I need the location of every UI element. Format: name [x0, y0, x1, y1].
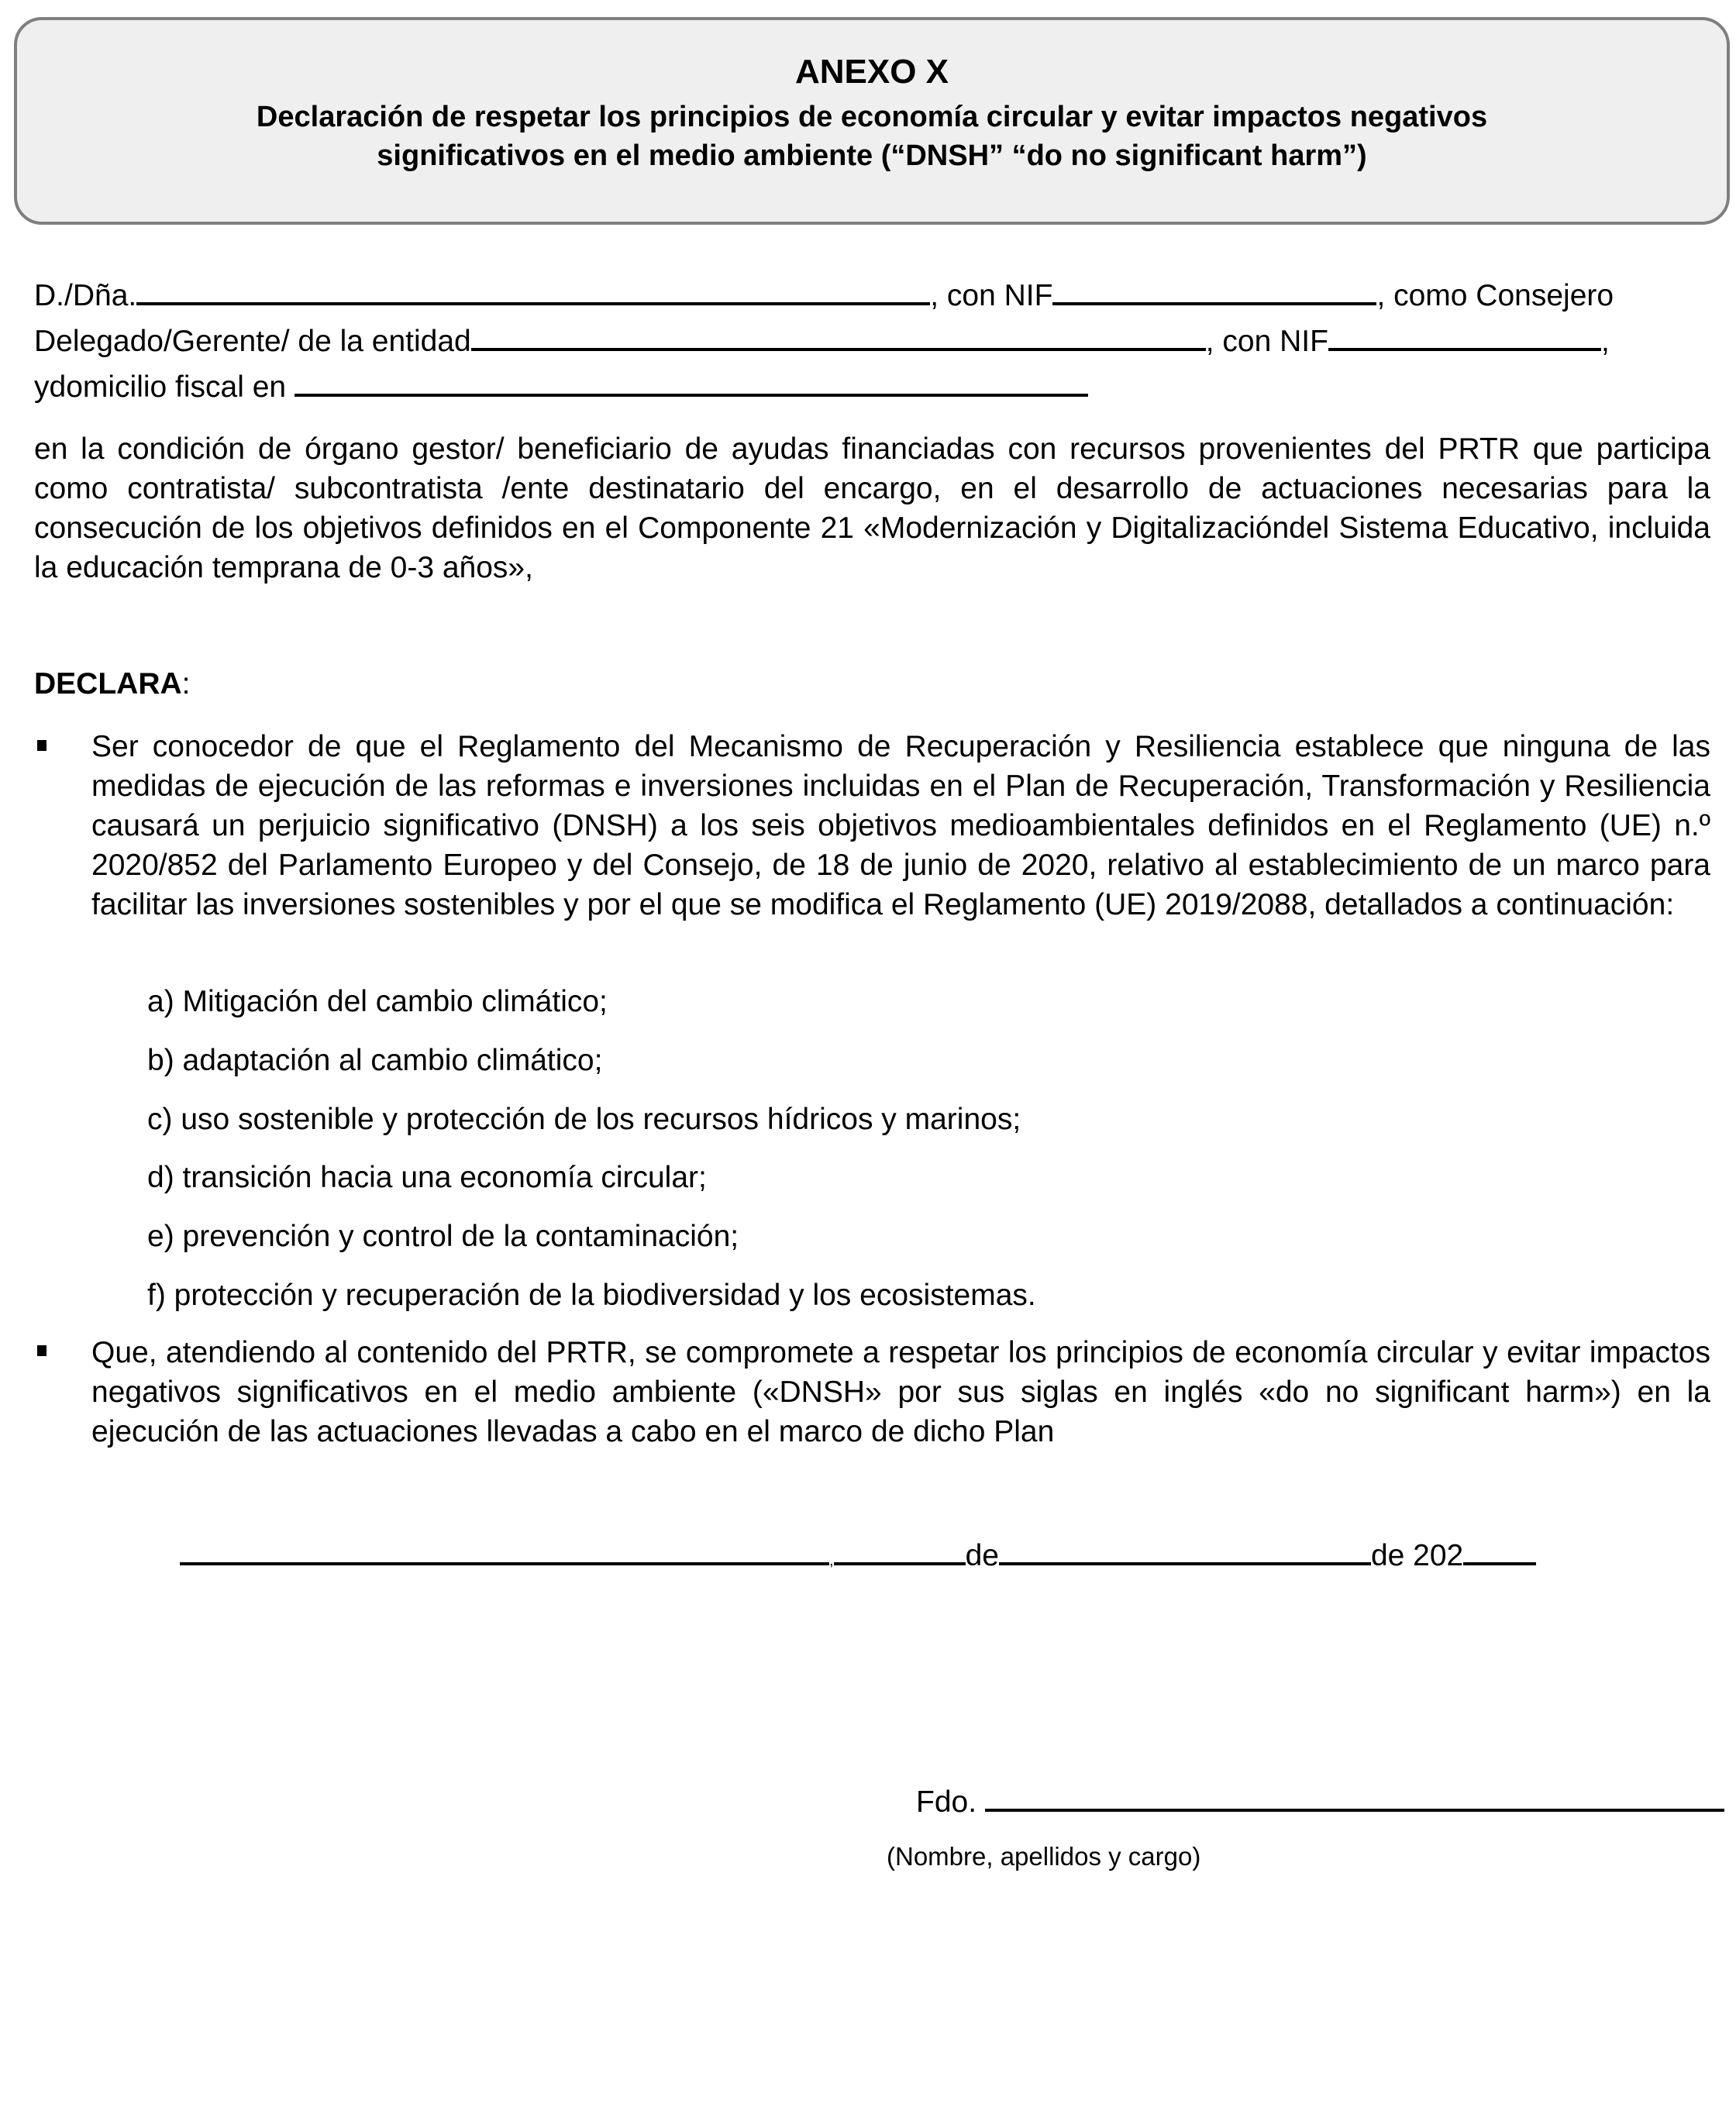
date-line [180, 1533, 1536, 1580]
objective-item-d: d) transición hacia una economía circular; [147, 1161, 707, 1194]
year-digit-field[interactable] [1463, 1533, 1536, 1565]
objective-item-a: a) Mitigación del cambio climático; [147, 985, 608, 1018]
objective-item-e: e) prevención y control de la contaminación; [147, 1220, 739, 1253]
date-de-1: de [965, 1539, 999, 1572]
objective-item-c: c) uso sostenible y protección de los recursos hídricos y marinos; [147, 1103, 1021, 1136]
signature-line [916, 1779, 1724, 1822]
bullet-square-icon [37, 1345, 46, 1356]
date-comma: , [829, 1552, 834, 1569]
fiscal-address-field[interactable] [294, 364, 1088, 397]
name-field[interactable] [136, 273, 930, 305]
signature-field[interactable] [985, 1779, 1724, 1812]
identification-line-1 [34, 273, 1614, 315]
entity-nif-label: , con NIF [1205, 325, 1328, 358]
role-label: , como Consejero [1376, 279, 1614, 312]
annex-subtitle-line1: Declaración de respetar los principios de economía circular y evitar impactos negativos [256, 101, 1488, 133]
annex-title: ANEXO X [794, 53, 949, 91]
declara-colon: : [181, 667, 191, 701]
place-field[interactable] [180, 1533, 829, 1565]
bullet-paragraph-2: Que, atendiendo al contenido del PRTR, se compromete a respetar los principios de economía circular y evitar impactos negativos significativos en el medio ambiente («DNSH» por sus siglas en inglés «do no significant harm») en la ejecución de las actuaciones llevadas a cabo en el marco de dicho Plan [91, 1336, 1710, 1448]
bullet-square-icon [37, 740, 46, 751]
annex-subtitle [17, 98, 1727, 175]
declara-label: DECLARA [34, 667, 182, 701]
signature-label: Fdo. [916, 1785, 985, 1819]
entity-field[interactable] [471, 318, 1206, 351]
entity-nif-field[interactable] [1328, 318, 1601, 351]
intro-paragraph: en la condición de órgano gestor/ beneficiario de ayudas financiadas con recursos provenientes del PRTR que participa como contratista/ subcontratista /ente destinatario del encargo, en el desarrollo de actuaciones necesarias para la consecución de los objetivos definidos en el Componente 21 «Modernización y Digitalizacióndel Sistema Educativo, incluida la educación temprana de 0-3 años», [34, 432, 1710, 584]
name-label: D./Dña. [34, 279, 137, 312]
annex-subtitle-line2: significativos en el medio ambiente (“DNSH” “do no significant harm”) [377, 139, 1367, 172]
objective-item-f: f) protección y recuperación de la biodiversidad y los ecosistemas. [147, 1279, 1036, 1312]
day-field[interactable] [834, 1533, 966, 1565]
annex-header-box [14, 17, 1730, 225]
declara-heading [34, 665, 191, 704]
person-nif-field[interactable] [1052, 273, 1376, 305]
identification-line-3 [34, 364, 1088, 407]
signature-caption: (Nombre, apellidos y cargo) [887, 1842, 1201, 1871]
identification-line-2 [34, 318, 1610, 361]
objective-item-b: b) adaptación al cambio climático; [147, 1044, 603, 1077]
nif-label: , con NIF [930, 279, 1053, 312]
entity-label: Delegado/Gerente/ de la entidad [34, 325, 471, 358]
comma: , [1600, 325, 1610, 358]
month-field[interactable] [999, 1533, 1371, 1565]
fiscal-address-label: ydomicilio fiscal en [34, 370, 294, 404]
bullet-paragraph-1: Ser conocedor de que el Reglamento del Mecanismo de Recuperación y Resiliencia establece que ninguna de las medidas de ejecución de las reformas e inversiones incluidas en el Plan de Recuperación, Transformación y Resiliencia causará un perjuicio significativo (DNSH) a los seis objetivos medioambientales definidos en el Reglamento (UE) n.º 2020/852 del Parlamento Europeo y del Consejo, de 18 de junio de 2020, relativo al establecimiento de un marco para facilitar las inversiones sostenibles y por el que se modifica el Reglamento (UE) 2019/2088, detallados a continuación: [91, 730, 1710, 921]
date-de-2: de 202 [1370, 1539, 1464, 1572]
